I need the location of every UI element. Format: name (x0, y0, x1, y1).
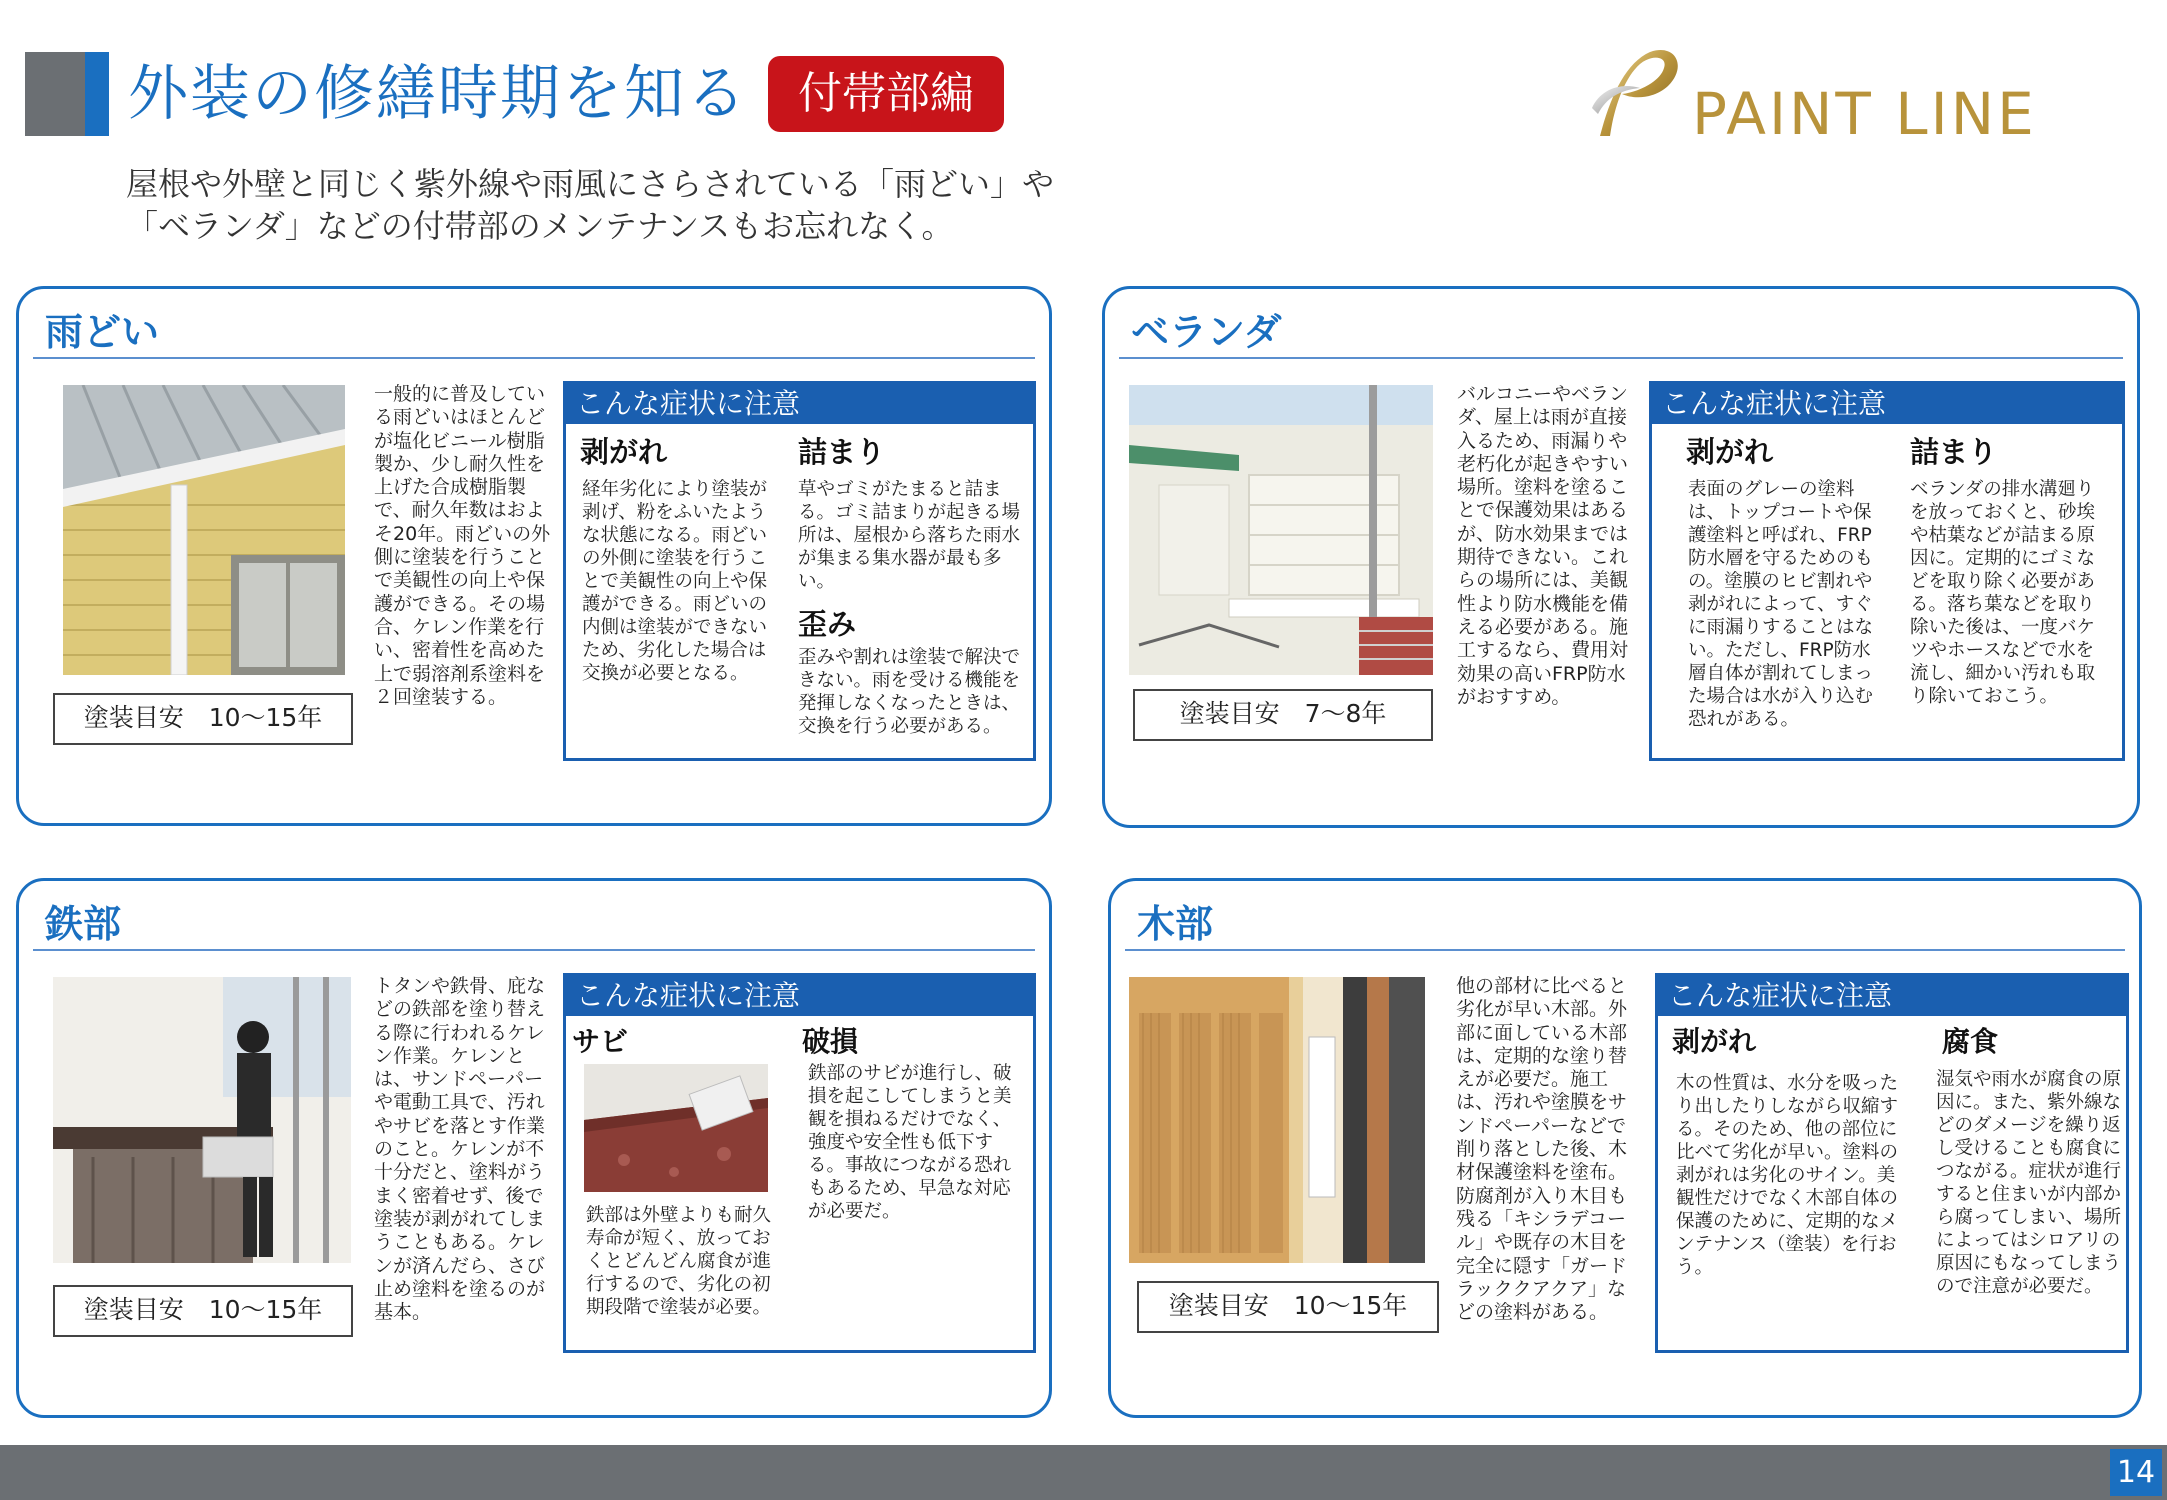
section-description: バルコニーやベランダ、屋上は雨が直接入るため、雨漏りや老朽化が起きやすい場所。塗料を塗ることで保護効果はあるが、防水効果までは期待できない。これらの場所には、美観性より防水機能を備える必要がある。施工するなら、費用対効果の高いFRP防水がおすすめ。 (1457, 383, 1629, 708)
symptom-text: ベランダの排水溝廻りを放っておくと、砂埃や枯葉などが詰まる原因に。定期的にゴミなどを取り除く必要がある。落ち葉などを取り除いた後は、一度バケツやホースなどで水を流し、細かい汚れも取り除いておこう。 (1910, 479, 2096, 707)
logo-mark-icon (1580, 38, 1690, 148)
ironwork-photo (53, 977, 351, 1263)
caution-header: こんな症状に注意 (1658, 976, 2126, 1016)
caution-box (563, 381, 1036, 761)
paint-guide-label: 塗装目安 10～15年 (53, 693, 353, 745)
section-divider (33, 949, 1035, 951)
intro-line: 「ベランダ」などの付帯部のメンテナンスもお忘れなく。 (126, 207, 954, 245)
section-card-veranda (1102, 286, 2140, 828)
section-title: 雨どい (45, 310, 160, 354)
caution-box (1655, 973, 2129, 1353)
veranda-photo (1129, 385, 1433, 675)
section-card-gutter (16, 286, 1052, 826)
page-number: 14 (2110, 1449, 2162, 1496)
caution-header: こんな症状に注意 (566, 384, 1033, 424)
symptom-title: 詰まり (798, 435, 886, 469)
title-accent-gray (25, 52, 85, 136)
title-badge: 付帯部編 (768, 56, 1004, 132)
caution-box (1649, 381, 2125, 761)
symptom-text: 木の性質は、水分を吸ったり出したりしながら収縮する。そのため、他の部位に比べて劣化が早い。塗料の剥がれは劣化のサイン。美観性だけでなく木部自体の保護のために、定期的なメンテナンス（塗装）を行おう。 (1676, 1073, 1899, 1278)
section-description: トタンや鉄骨、庇などの鉄部を塗り替える際に行われるケレン作業。ケレンとは、サンドペーパーや電動工具で、汚れやサビを落とす作業のこと。ケレンが不十分だと、塗料がうまく密着せず、後で塗装が剥がれてしまうこともある。ケレンが済んだら、さび止め塗料を塗るのが基本。 (374, 975, 546, 1324)
symptom-title: 詰まり (1910, 435, 1998, 469)
section-card-woodwork (1108, 878, 2142, 1418)
symptom-text: 鉄部は外壁よりも耐久寿命が短く、放っておくとどんどん腐食が進行するので、劣化の初期段階で塗装が必要。 (586, 1205, 772, 1318)
symptom-title: 剥がれ (580, 435, 668, 469)
caution-header: こんな症状に注意 (566, 976, 1033, 1016)
symptom-text: 草やゴミがたまると詰まる。ゴミ詰まりが起きる場所は、屋根から落ちた雨水が集まる集水器が最も多い。 (798, 479, 1021, 592)
gutter-photo (63, 385, 345, 675)
footer-bar (0, 1445, 2167, 1500)
section-divider (1119, 357, 2123, 359)
section-description: 他の部材に比べると劣化が早い木部。外部に面している木部は、定期的な塗り替えが必要だ。施工は、汚れや塗膜をサンドペーパーなどで削り落とした後、木材保護塗料を塗布。防腐剤が入り木目も残る「キシラデコール」や既存の木目を完全に隠す「ガードラッククアクア」などの塗料がある。 (1456, 975, 1628, 1324)
paint-guide-label: 塗装目安 7～8年 (1133, 689, 1433, 741)
logo-text: PAINT LINE (1692, 80, 2037, 148)
paint-guide-label: 塗装目安 10～15年 (53, 1285, 353, 1337)
symptom-text: 歪みや割れは塗装で解決できない。雨を受ける機能を発揮しなくなったときは、交換を行う必要がある。 (798, 647, 1021, 737)
caution-header: こんな症状に注意 (1652, 384, 2122, 424)
symptom-title: 腐食 (1942, 1025, 1999, 1058)
section-divider (1125, 949, 2125, 951)
page-title: 外装の修繕時期を知る (128, 59, 748, 129)
intro-text (126, 163, 1054, 247)
rust-repair-photo (584, 1064, 768, 1192)
section-divider (33, 357, 1035, 359)
section-description: 一般的に普及している雨どいはほとんどが塩化ビニール樹脂製か、少し耐久性を上げた合成樹脂製で、耐久年数はおよそ20年。雨どいの外側に塗装を行うことで美観性の向上や保護ができる。その場合、ケレン作業を行い、密着性を高めた上で弱溶剤系塗料を２回塗装する。 (374, 383, 551, 708)
caution-box (563, 973, 1036, 1353)
paint-guide-label: 塗装目安 10～15年 (1137, 1281, 1439, 1333)
section-title: 木部 (1137, 902, 1214, 946)
symptom-text: 湿気や雨水が腐食の原因に。また、紫外線などのダメージを繰り返し受けることも腐食につながる。症状が進行すると住まいが内部から腐ってしまい、場所によってはシロアリの原因にもなってしまうので注意が必要だ。 (1936, 1069, 2122, 1297)
logo (1580, 38, 2060, 148)
intro-line: 屋根や外壁と同じく紫外線や雨風にさらされている「雨どい」や (126, 165, 1055, 203)
symptom-title: サビ (572, 1025, 629, 1058)
woodwork-photo (1129, 977, 1425, 1263)
symptom-title: 剥がれ (1686, 435, 1774, 469)
title-accent-blue (85, 52, 109, 136)
section-card-ironwork (16, 878, 1052, 1418)
symptom-text: 表面のグレーの塗料は、トップコートや保護塗料と呼ばれ、FRP防水層を守るためのもの。塗膜のヒビ割れや剥がれによって、すぐに雨漏りすることはない。ただし、FRP防水層自体が割れてしまった場合は水が入り込む恐れがある。 (1688, 479, 1874, 730)
symptom-title: 歪み (798, 607, 857, 641)
section-title: ベランダ (1131, 310, 1282, 354)
section-title: 鉄部 (45, 902, 122, 946)
symptom-title: 剥がれ (1672, 1025, 1757, 1058)
symptom-title: 破損 (802, 1025, 859, 1058)
symptom-text: 経年劣化により塗装が剥げ、粉をふいたような状態になる。雨どいの外側に塗装を行うことで美観性の向上や保護ができる。雨どいの内側は塗装ができないため、劣化した場合は交換が必要となる。 (582, 479, 768, 684)
symptom-text: 鉄部のサビが進行し、破損を起こしてしまうと美観を損ねるだけでなく、強度や安全性も低下する。事故につながる恐れもあるため、早急な対応が必要だ。 (808, 1063, 1012, 1222)
